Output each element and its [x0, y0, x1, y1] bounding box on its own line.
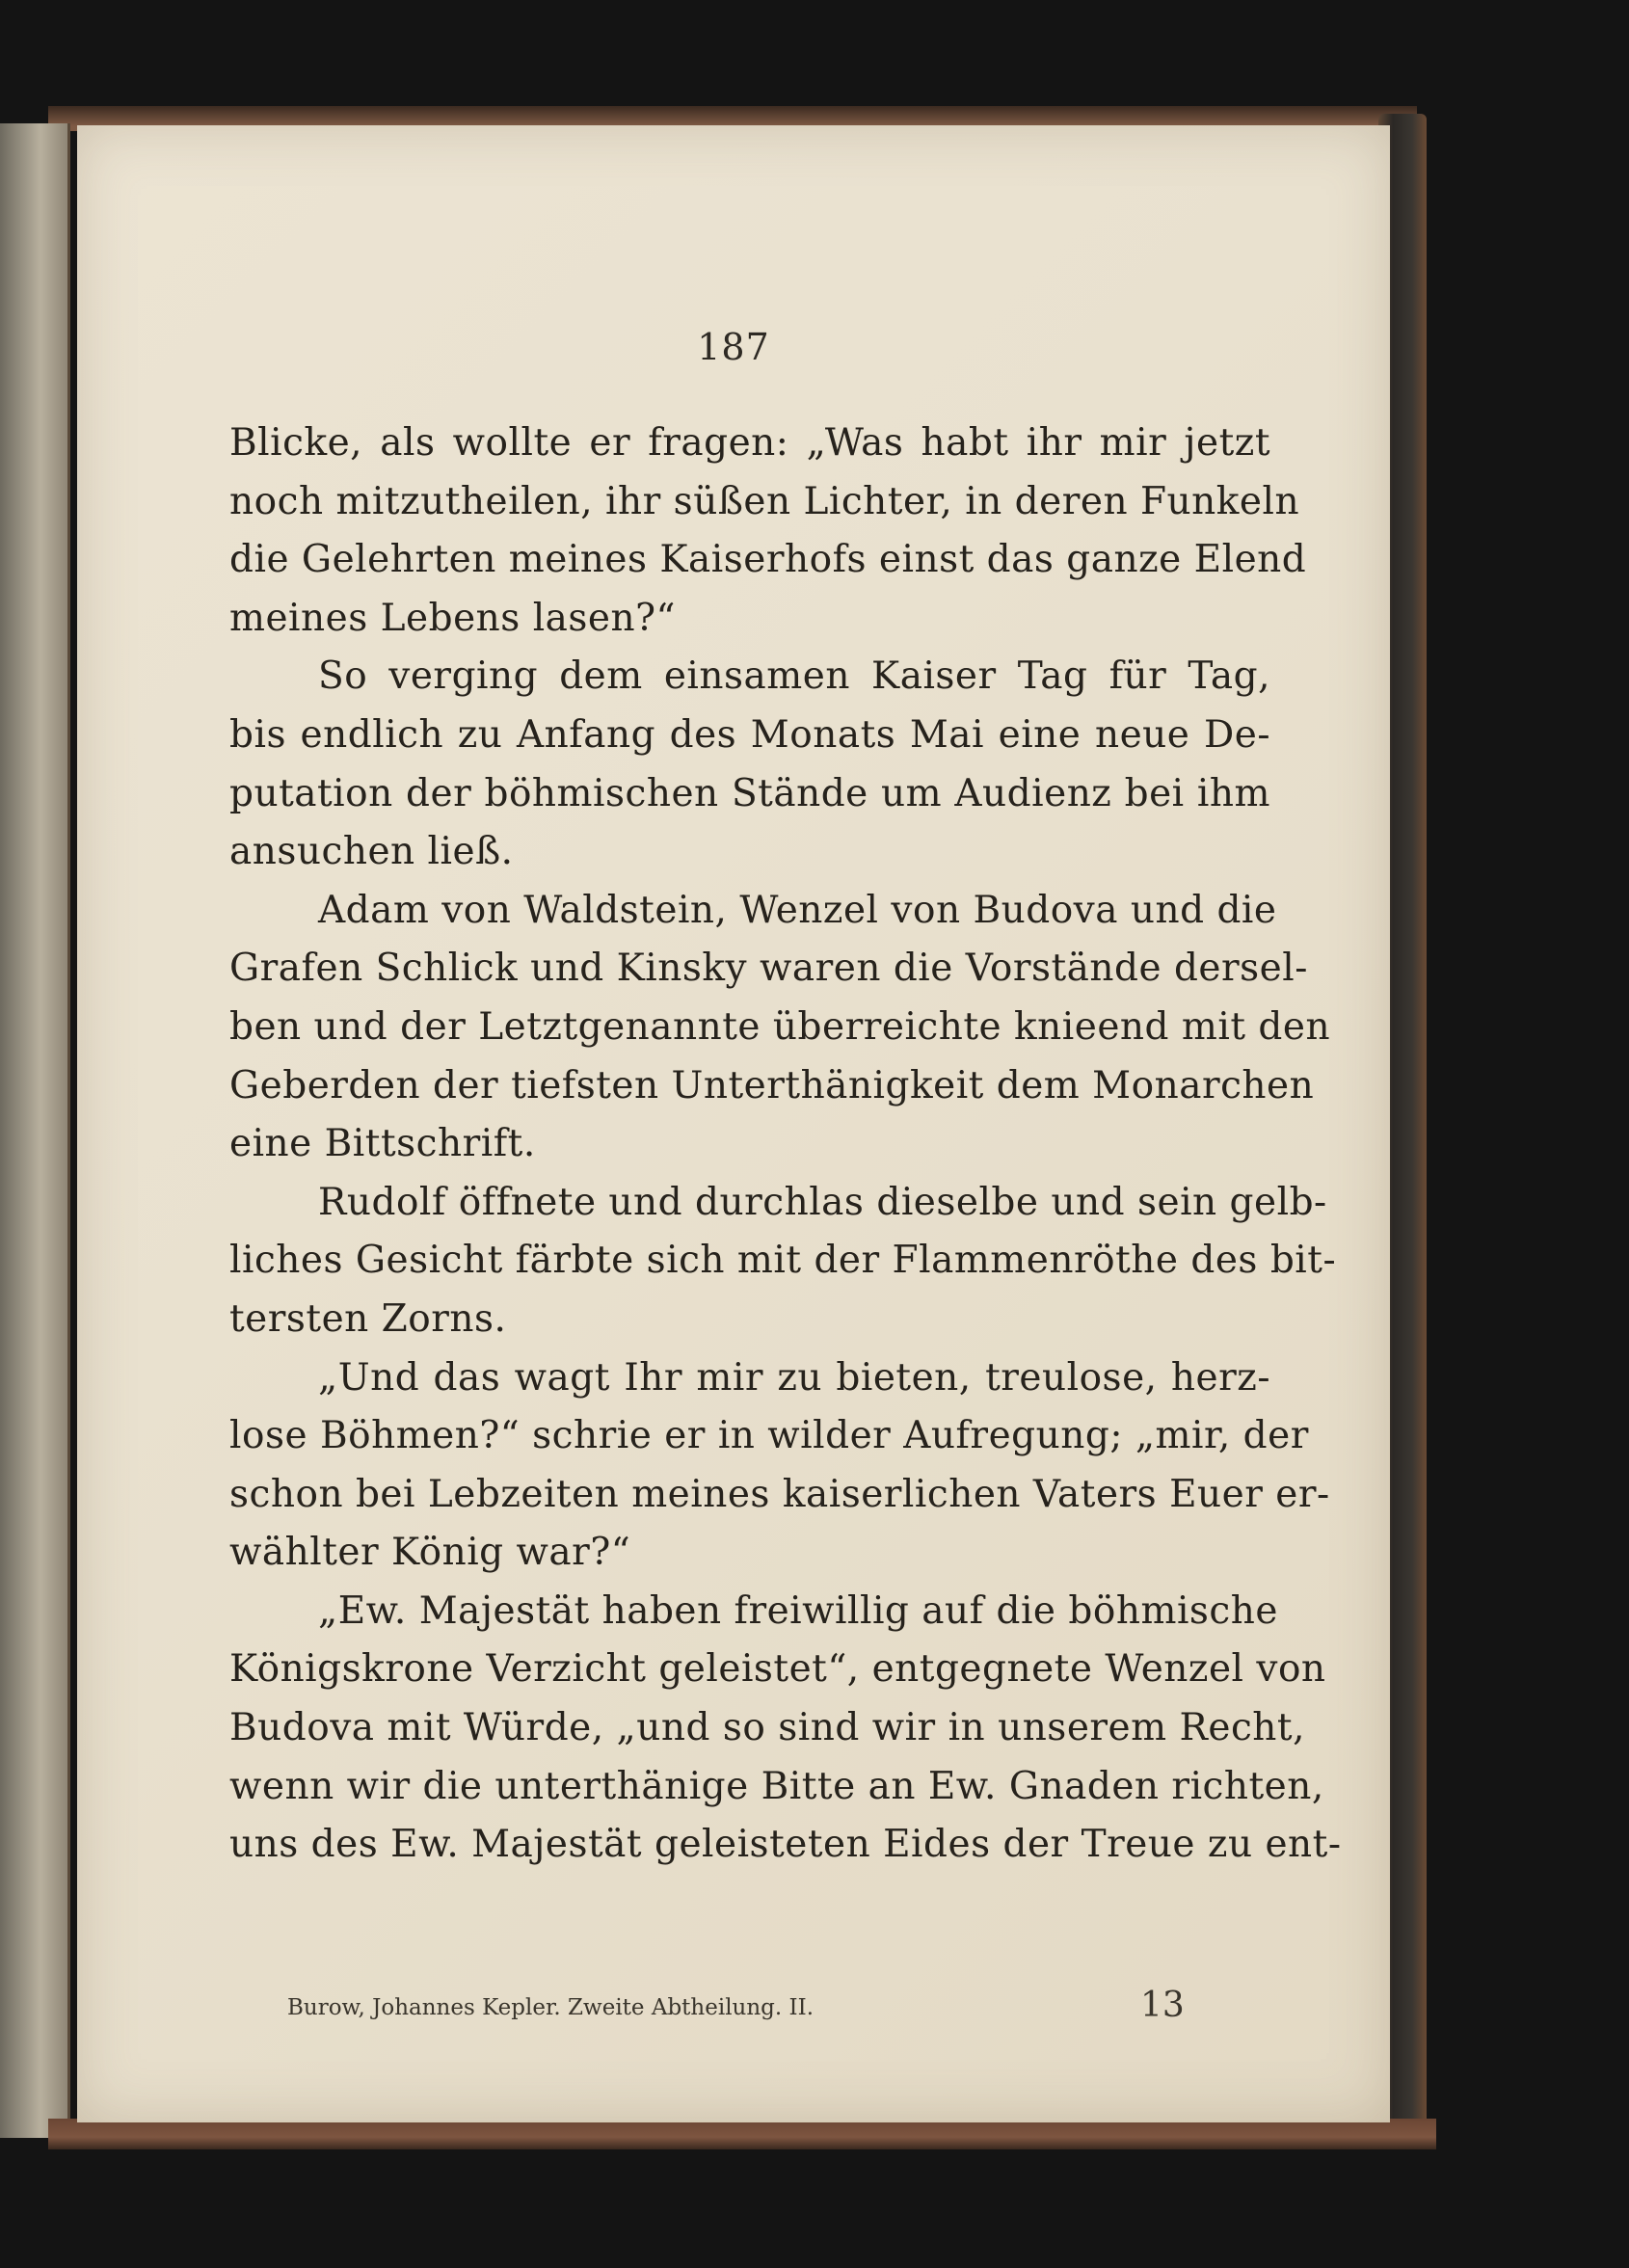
book-cover-bottom-edge	[48, 2119, 1436, 2149]
text-line: lose Böhmen?“ schrie er in wilder Aufregung; „mir, der	[229, 1414, 1309, 1458]
text-line: die Gelehrten meines Kaiserhofs einst das ganze Elend	[229, 538, 1307, 582]
sheet-signature: 13	[1140, 1986, 1185, 2025]
facing-page-edge	[0, 123, 70, 2138]
text-line: liches Gesicht färbte sich mit der Flammenröthe des bit-	[229, 1239, 1337, 1283]
text-line: putation der böhmischen Stände um Audienz bei ihm	[229, 771, 1270, 815]
footer-imprint: Burow, Johannes Kepler. Zweite Abtheilung. II.	[287, 1995, 814, 2020]
text-line: bis endlich zu Anfang des Monats Mai eine neue De-	[229, 712, 1270, 757]
text-line: So verging dem einsamen Kaiser Tag für Tag,	[318, 654, 1270, 699]
text-line: uns des Ew. Majestät geleisteten Eides der Treue zu ent-	[229, 1823, 1342, 1867]
body-text	[229, 414, 1342, 1875]
text-line: ansuchen ließ.	[229, 830, 514, 874]
text-line: Budova mit Würde, „und so sind wir in unserem Recht,	[229, 1706, 1305, 1750]
text-line: tersten Zorns.	[229, 1296, 507, 1341]
book-page	[77, 125, 1390, 2122]
text-line: Rudolf öffnete und durchlas dieselbe und sein gelb-	[318, 1180, 1327, 1224]
text-line: wählter König war?“	[229, 1531, 631, 1575]
text-line: wenn wir die unterthänige Bitte an Ew. Gnaden richten,	[229, 1764, 1324, 1808]
page-footer	[287, 1986, 1213, 2025]
text-line: Königskrone Verzicht geleistet“, entgegnete Wenzel von	[229, 1647, 1326, 1692]
text-line: Grafen Schlick und Kinsky waren die Vorstände dersel-	[229, 947, 1308, 991]
text-line: schon bei Lebzeiten meines kaiserlichen Vaters Euer er-	[229, 1472, 1330, 1516]
text-line: Geberden der tiefsten Unterthänigkeit dem Monarchen	[229, 1063, 1315, 1107]
text-line: „Ew. Majestät haben freiwillig auf die böhmische	[318, 1588, 1278, 1633]
text-line: meines Lebens lasen?“	[229, 596, 676, 640]
text-line: Blicke, als wollte er fragen: „Was habt ihr mir jetzt	[229, 421, 1270, 465]
text-line: ben und der Letztgenannte überreichte knieend mit den	[229, 1004, 1331, 1049]
text-line: „Und das wagt Ihr mir zu bieten, treulose, herz-	[318, 1355, 1270, 1400]
text-line: eine Bittschrift.	[229, 1122, 536, 1166]
text-line: Adam von Waldstein, Wenzel von Budova und die	[318, 888, 1277, 932]
page-number: 187	[697, 326, 770, 368]
text-line: noch mitzutheilen, ihr süßen Lichter, in deren Funkeln	[229, 479, 1300, 523]
